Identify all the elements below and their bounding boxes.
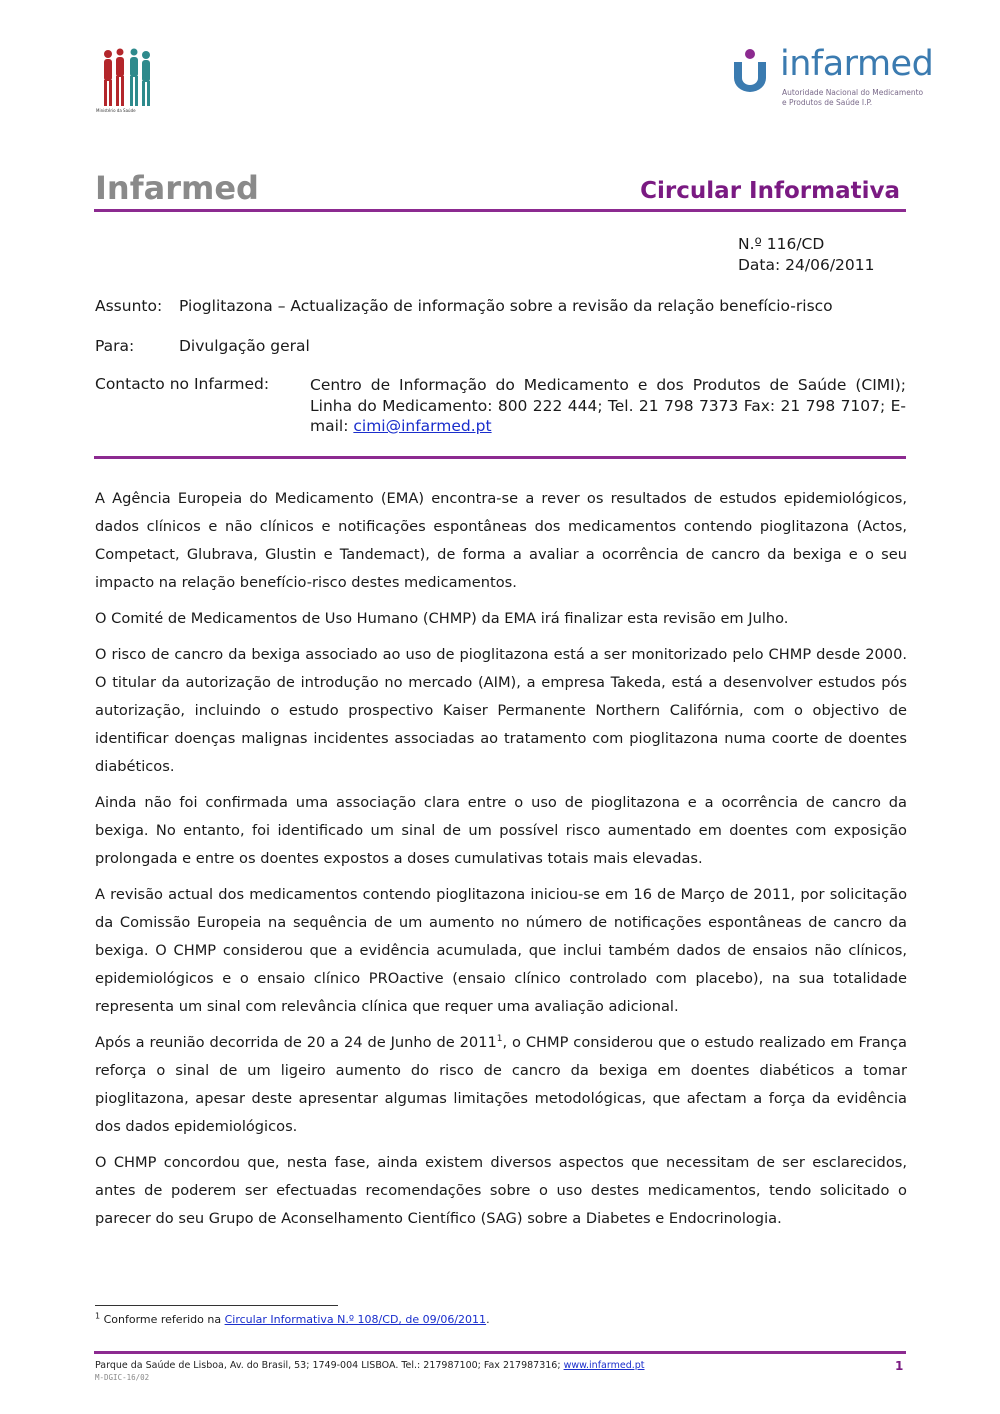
footnote-end: . bbox=[486, 1313, 490, 1326]
contact-email-link[interactable]: cimi@infarmed.pt bbox=[353, 417, 492, 435]
paragraph: A Agência Europeia do Medicamento (EMA) encontra-se a rever os resultados de estudos epidemiológicos, dados clínicos e não clínicos e notificações espontâneas dos medicamentos contendo pioglitazona (Actos, Competact, Glubrava, Glustin e Tandemact), de forma a avaliar a ocorrência de cancro da bexiga e o seu impacto na relação benefício-risco destes medicamentos. bbox=[95, 490, 907, 591]
subject-label: Assunto: bbox=[95, 297, 163, 315]
paragraph-text: , o CHMP considerou que o estudo realizado em França reforça o sinal de um ligeiro aumento do risco de cancro da bexiga em doentes diabéticos a tomar pioglitazona, apesar deste apresentar algumas limitações metodológicas, que afectam a força da evidência dos dados epidemiológicos. bbox=[95, 1034, 907, 1135]
paragraph: O Comité de Medicamentos de Uso Humano (CHMP) da EMA irá finalizar esta revisão em Julho. bbox=[95, 610, 789, 627]
body-text bbox=[95, 485, 907, 1241]
logo-subtitle-1: Autoridade Nacional do Medicamento bbox=[782, 88, 924, 97]
contact-label: Contacto no Infarmed: bbox=[95, 375, 270, 393]
document-title: Infarmed bbox=[95, 169, 259, 207]
footnote-link[interactable]: Circular Informativa N.º 108/CD, de 09/06/2011 bbox=[224, 1313, 487, 1326]
infarmed-logo-icon bbox=[728, 48, 776, 94]
form-code: M-DGIC-16/02 bbox=[95, 1373, 150, 1382]
footnote-mark: 1 bbox=[95, 1311, 101, 1321]
footer-divider bbox=[94, 1351, 906, 1354]
contact-text: Centro de Informação do Medicamento e dos Produtos de Saúde (CIMI); Linha do Medicamento: 800 222 444; Tel. 21 798 7373 Fax: 21 798 7107; E-mail: bbox=[310, 376, 906, 435]
footnote-separator bbox=[95, 1305, 338, 1306]
title-divider bbox=[94, 209, 906, 212]
ministry-caption: Ministério da Saúde bbox=[96, 108, 136, 113]
paragraph bbox=[95, 1029, 907, 1141]
subject-value: Pioglitazona – Actualização de informação sobre a revisão da relação benefício-risco bbox=[179, 297, 833, 315]
circular-number-block bbox=[738, 234, 875, 276]
footer-website-link[interactable]: www.infarmed.pt bbox=[563, 1360, 645, 1371]
circular-date: Data: 24/06/2011 bbox=[738, 256, 875, 274]
footer-address-text: Parque da Saúde de Lisboa, Av. do Brasil, 53; 1749-004 LISBOA. Tel.: 217987100; Fax 217987316; bbox=[95, 1360, 564, 1371]
footnote bbox=[95, 1313, 490, 1326]
paragraph: O risco de cancro da bexiga associado ao uso de pioglitazona está a ser monitorizado pelo CHMP desde 2000. O titular da autorização de introdução no mercado (AIM), a empresa Takeda, está a desenvolver estudos pós autorização, incluindo o estudo prospectivo Kaiser Permanente Northern Califórnia, com o objectivo de identificar doenças malignas incidentes associadas ao tratamento com pioglitazona numa coorte de doentes diabéticos. bbox=[95, 646, 907, 775]
contact-value bbox=[310, 375, 906, 437]
circular-number: N.º 116/CD bbox=[738, 235, 825, 253]
recipient-value: Divulgação geral bbox=[179, 337, 310, 355]
paragraph: A revisão actual dos medicamentos contendo pioglitazona iniciou-se em 16 de Março de 2011, por solicitação da Comissão Europeia na sequência de um aumento no número de notificações espontâneas de cancro da bexiga. O CHMP considerou que a evidência acumulada, que inclui também dados de ensaios não clínicos, epidemiológicos e o ensaio clínico PROactive (ensaio clínico controlado com placebo), na sua totalidade representa um sinal com relevância clínica que requer uma avaliação adicional. bbox=[95, 886, 907, 1015]
paragraph-text: Após a reunião decorrida de 20 a 24 de Junho de 2011 bbox=[95, 1034, 497, 1051]
footnote-reference[interactable]: 1 bbox=[496, 1034, 503, 1045]
paragraph: Ainda não foi confirmada uma associação clara entre o uso de pioglitazona e a ocorrência de cancro da bexiga. No entanto, foi identificado um sinal de um possível risco aumentado em doentes com exposição prolongada e entre os doentes expostos a doses cumulativas totais mais elevadas. bbox=[95, 794, 907, 867]
document-type: Circular Informativa bbox=[640, 178, 900, 204]
infarmed-logo bbox=[728, 44, 934, 116]
footnote-text: Conforme referido na bbox=[103, 1313, 225, 1326]
page-number: 1 bbox=[895, 1359, 904, 1373]
logo-wordmark: infarmed bbox=[780, 44, 934, 84]
footer-address bbox=[95, 1360, 645, 1371]
recipient-label: Para: bbox=[95, 337, 135, 355]
paragraph: O CHMP concordou que, nesta fase, ainda existem diversos aspectos que necessitam de ser esclarecidos, antes de poderem ser efectuadas recomendações sobre o uso destes medicamentos, tendo solicitado o parecer do seu Grupo de Aconselhamento Científico (SAG) sobre a Diabetes e Endocrinologia. bbox=[95, 1154, 907, 1227]
logo-subtitle-2: e Produtos de Saúde I.P. bbox=[782, 98, 873, 107]
header-divider bbox=[94, 456, 906, 459]
